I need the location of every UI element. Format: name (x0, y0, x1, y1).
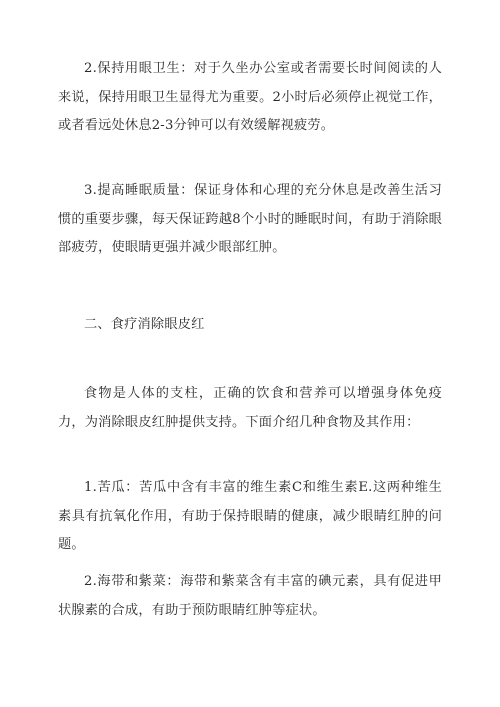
paragraph-seaweed: 2.海带和紫菜：海带和紫菜含有丰富的碘元素，具有促进甲状腺素的合成，有助于预防眼睛红肿等症状。 (58, 574, 442, 618)
paragraph-bitter-melon: 1.苦瓜：苦瓜中含有丰富的维生素C和维生素E.这两种维生素具有抗氧化作用，有助于保持眼睛的健康，减少眼睛红肿的问题。 (58, 480, 442, 552)
paragraph-sleep-quality: 3.提高睡眠质量：保证身体和心理的充分休息是改善生活习惯的重要步骤，每天保证跨越8个小时的睡眠时间，有助于消除眼部疲劳，使眼睛更强并减少眼部红肿。 (58, 183, 442, 255)
section-heading: 二、食疗消除眼皮红 (84, 317, 205, 332)
paragraph-food-intro: 食物是人体的支柱，正确的饮食和营养可以增强身体免疫力，为消除眼皮红肿提供支持。下面介绍几种食物及其作用： (58, 386, 442, 430)
paragraph-eye-hygiene: 2.保持用眼卫生：对于久坐办公室或者需要长时间阅读的人来说，保持用眼卫生显得尤为重要。2小时后必须停止视觉工作，或者看远处休息2-3分钟可以有效缓解视疲劳。 (58, 61, 442, 133)
